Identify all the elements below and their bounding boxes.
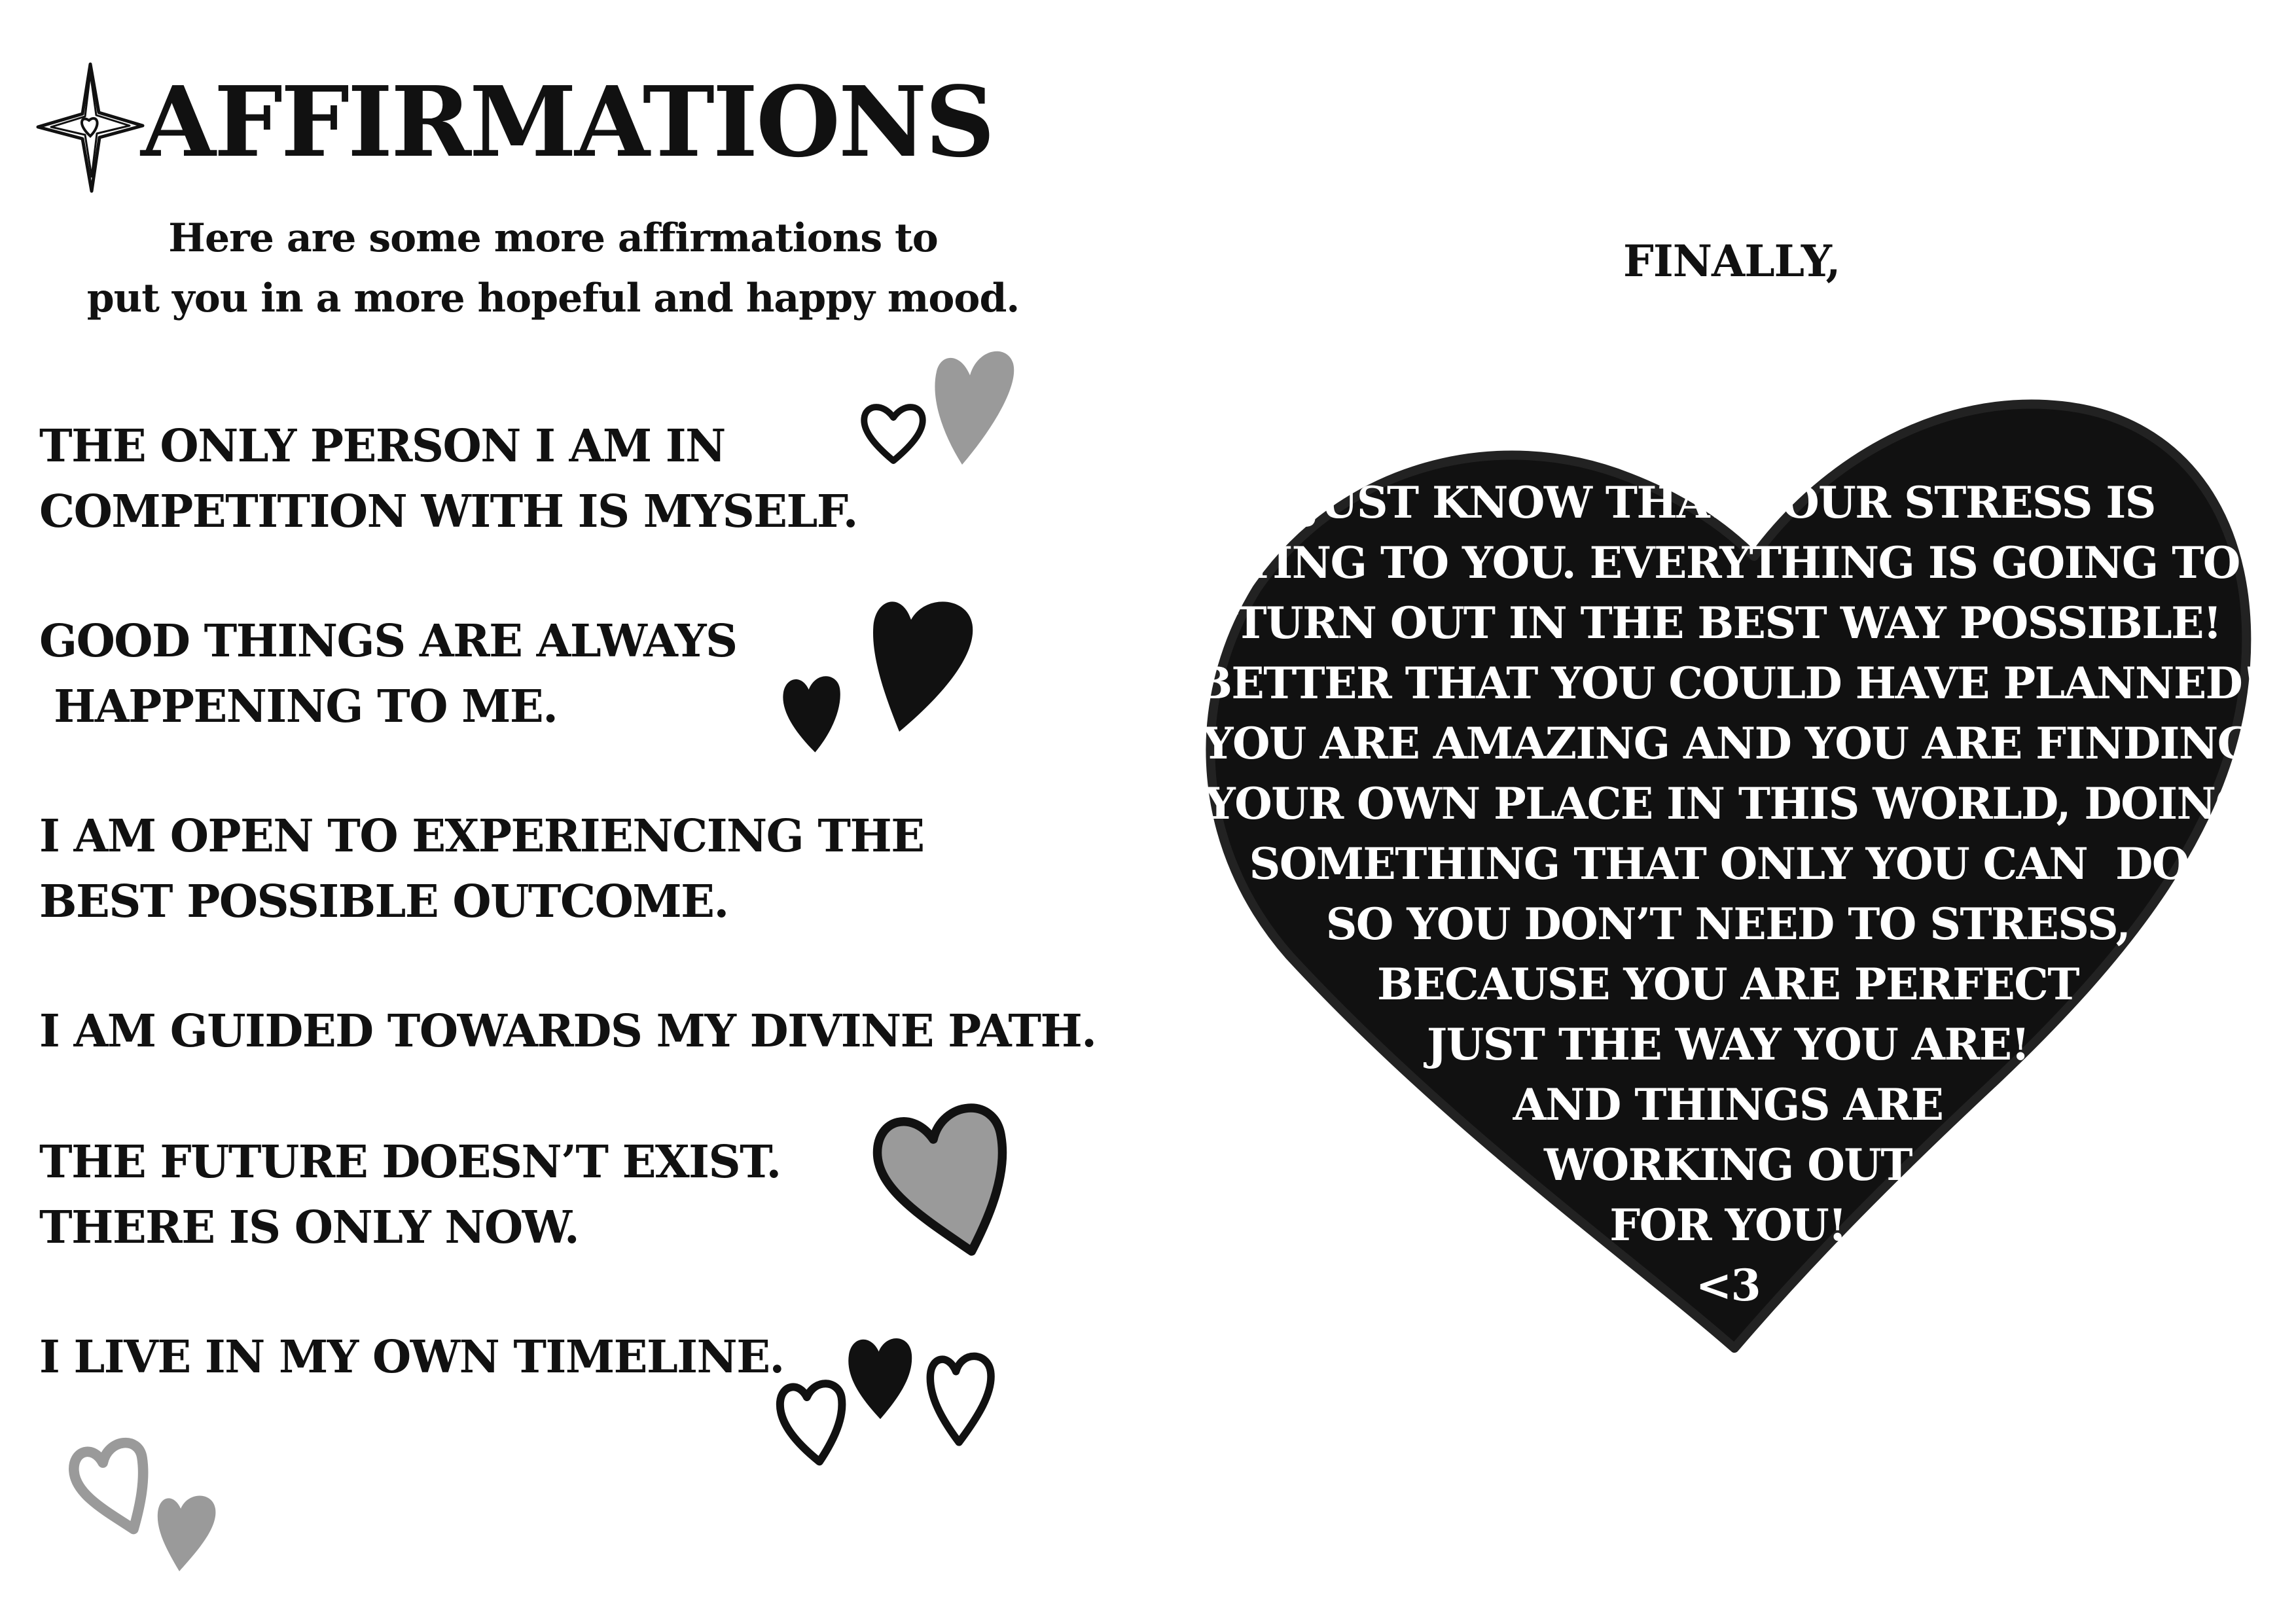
page-subtitle xyxy=(39,208,1067,329)
heart-icon xyxy=(864,1086,1014,1263)
heart-icon xyxy=(841,1322,920,1427)
affirmation-line: I AM OPEN TO EXPERIENCING THE xyxy=(39,810,924,863)
affirmation-4 xyxy=(39,999,1096,1064)
heart-message-line: YOUR OWN PLACE IN THIS WORLD, DOING xyxy=(1204,778,2251,829)
affirmation-3 xyxy=(39,804,924,935)
heart-icon xyxy=(864,582,982,740)
heart-icon xyxy=(857,393,929,471)
page-title: AFFIRMATIONS xyxy=(141,65,994,179)
affirmation-line: I AM GUIDED TOWARDS MY DIVINE PATH. xyxy=(39,1005,1096,1058)
heart-icon xyxy=(923,340,1021,471)
affirmation-line: I LIVE IN MY OWN TIMELINE. xyxy=(39,1331,784,1383)
affirmation-1 xyxy=(39,414,857,544)
subtitle-line-2: put you in a more hopeful and happy mood. xyxy=(86,276,1020,321)
heart-message-line: SOMETHING THAT ONLY YOU CAN DO! xyxy=(1249,838,2207,889)
heart-message-line: JUST KNOW THAT YOUR STRESS IS xyxy=(1300,477,2155,528)
heart-message-line: TURN OUT IN THE BEST WAY POSSIBLE! xyxy=(1234,597,2221,649)
affirmation-line: BEST POSSIBLE OUTCOME. xyxy=(39,876,728,928)
finally-heading: FINALLY, xyxy=(1623,236,1840,287)
heart-message-line: LYING TO YOU. EVERYTHING IS GOING TO xyxy=(1216,537,2240,588)
heart-message-line: BECAUSE YOU ARE PERFECT xyxy=(1377,959,2079,1010)
subtitle-line-1: Here are some more affirmations to xyxy=(168,215,938,261)
affirmation-line: COMPETITION WITH IS MYSELF. xyxy=(39,486,857,538)
heart-message-line: BETTER THAT YOU COULD HAVE PLANNED! xyxy=(1196,658,2260,709)
heart-message-line: FOR YOU! xyxy=(1609,1200,1846,1251)
heart-icon xyxy=(772,1364,851,1469)
affirmation-line: GOOD THINGS ARE ALWAYS xyxy=(39,615,737,668)
affirmation-line: HAPPENING TO ME. xyxy=(39,681,558,733)
heart-message-line: WORKING OUT xyxy=(1543,1139,1912,1190)
heart-message-line: YOU ARE AMAZING AND YOU ARE FINDING xyxy=(1202,718,2253,769)
heart-message-line: AND THINGS ARE xyxy=(1513,1079,1943,1130)
heart-message-line: SO YOU DON’T NEED TO STRESS, xyxy=(1325,899,2130,950)
heart-icon xyxy=(65,1427,151,1538)
heart-icon xyxy=(776,664,848,756)
heart-message-line: <3 xyxy=(1695,1260,1761,1311)
heart-icon xyxy=(151,1479,223,1577)
heart-message-line: JUST THE WAY YOU ARE! xyxy=(1426,1019,2030,1070)
heart-message xyxy=(1191,473,2265,1315)
affirmation-5 xyxy=(39,1130,781,1260)
affirmation-line: THE ONLY PERSON I AM IN xyxy=(39,420,725,473)
sparkle-star-icon xyxy=(31,59,149,196)
heart-icon xyxy=(923,1342,998,1450)
affirmation-line: THERE IS ONLY NOW. xyxy=(39,1202,579,1254)
affirmation-2 xyxy=(39,609,737,740)
affirmation-6 xyxy=(39,1325,784,1390)
affirmation-line: THE FUTURE DOESN’T EXIST. xyxy=(39,1136,781,1188)
